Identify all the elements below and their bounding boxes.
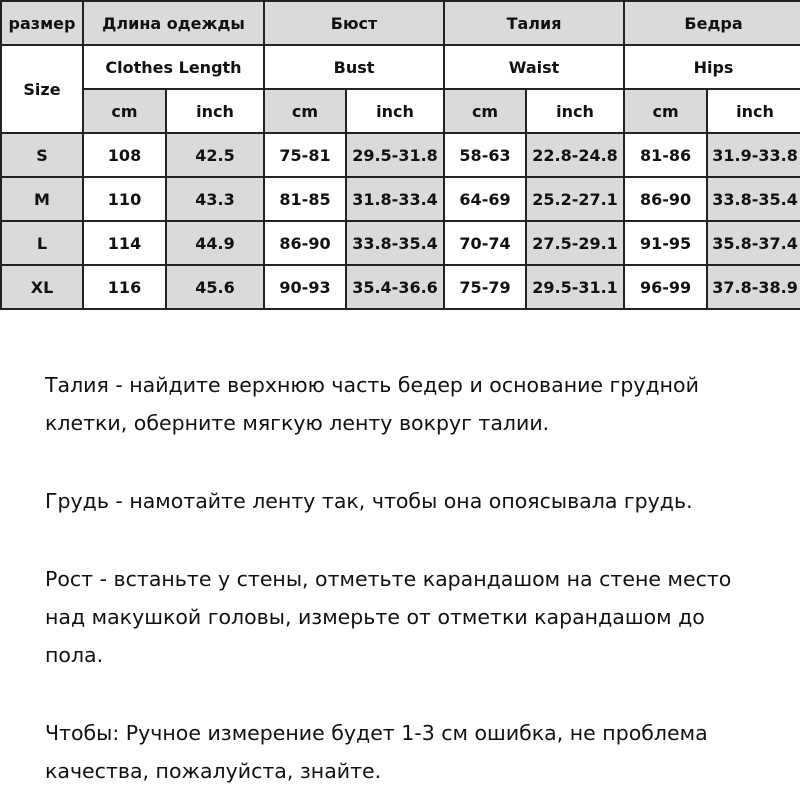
value-cell: 25.2-27.1 xyxy=(526,177,624,221)
header-size-ru: размер xyxy=(1,1,83,45)
value-cell: 110 xyxy=(83,177,166,221)
header-size-en: Size xyxy=(1,45,83,133)
value-cell: 58-63 xyxy=(444,133,526,177)
value-cell: 35.8-37.4 xyxy=(707,221,800,265)
value-cell: 22.8-24.8 xyxy=(526,133,624,177)
note-paragraph xyxy=(45,714,800,790)
measurement-notes xyxy=(45,366,800,790)
value-cell: 86-90 xyxy=(264,221,346,265)
value-cell: 75-81 xyxy=(264,133,346,177)
value-cell: 81-86 xyxy=(624,133,707,177)
header-hips-en: Hips xyxy=(624,45,800,89)
value-cell: 114 xyxy=(83,221,166,265)
header-waist-en: Waist xyxy=(444,45,624,89)
value-cell: 29.5-31.8 xyxy=(346,133,444,177)
unit-cell: inch xyxy=(526,89,624,133)
header-bust-en: Bust xyxy=(264,45,444,89)
note-line: пола. xyxy=(45,643,104,667)
unit-cell: inch xyxy=(166,89,264,133)
value-cell: 75-79 xyxy=(444,265,526,309)
size-cell: S xyxy=(1,133,83,177)
header-ru-row xyxy=(1,1,800,45)
value-cell: 27.5-29.1 xyxy=(526,221,624,265)
note-line: Грудь - намотайте ленту так, чтобы она опоясывала грудь. xyxy=(45,489,693,513)
table-row xyxy=(1,177,800,221)
value-cell: 43.3 xyxy=(166,177,264,221)
value-cell: 42.5 xyxy=(166,133,264,177)
value-cell: 64-69 xyxy=(444,177,526,221)
note-line: над макушкой головы, измерьте от отметки карандашом до xyxy=(45,605,705,629)
value-cell: 33.8-35.4 xyxy=(707,177,800,221)
value-cell: 37.8-38.9 xyxy=(707,265,800,309)
unit-cell: cm xyxy=(83,89,166,133)
unit-cell: cm xyxy=(624,89,707,133)
note-line: Чтобы: Ручное измерение будет 1-3 см ошибка, не проблема xyxy=(45,721,708,745)
value-cell: 31.8-33.4 xyxy=(346,177,444,221)
value-cell: 45.6 xyxy=(166,265,264,309)
note-line: Рост - встаньте у стены, отметьте карандашом на стене место xyxy=(45,567,732,591)
header-waist-ru: Талия xyxy=(444,1,624,45)
value-cell: 96-99 xyxy=(624,265,707,309)
note-paragraph xyxy=(45,482,800,520)
size-chart-table xyxy=(0,0,800,310)
unit-cell: inch xyxy=(707,89,800,133)
value-cell: 86-90 xyxy=(624,177,707,221)
value-cell: 33.8-35.4 xyxy=(346,221,444,265)
value-cell: 116 xyxy=(83,265,166,309)
size-cell: XL xyxy=(1,265,83,309)
header-length-ru: Длина одежды xyxy=(83,1,264,45)
value-cell: 29.5-31.1 xyxy=(526,265,624,309)
note-paragraph xyxy=(45,560,800,674)
size-cell: L xyxy=(1,221,83,265)
value-cell: 81-85 xyxy=(264,177,346,221)
value-cell: 44.9 xyxy=(166,221,264,265)
unit-cell: cm xyxy=(444,89,526,133)
table-row xyxy=(1,221,800,265)
value-cell: 31.9-33.8 xyxy=(707,133,800,177)
value-cell: 91-95 xyxy=(624,221,707,265)
table-row xyxy=(1,133,800,177)
unit-cell: cm xyxy=(264,89,346,133)
note-paragraph xyxy=(45,366,800,442)
value-cell: 108 xyxy=(83,133,166,177)
value-cell: 70-74 xyxy=(444,221,526,265)
unit-cell: inch xyxy=(346,89,444,133)
note-line: Талия - найдите верхнюю часть бедер и основание грудной xyxy=(45,373,699,397)
units-row xyxy=(1,89,800,133)
value-cell: 35.4-36.6 xyxy=(346,265,444,309)
header-length-en: Clothes Length xyxy=(83,45,264,89)
size-cell: M xyxy=(1,177,83,221)
header-hips-ru: Бедра xyxy=(624,1,800,45)
value-cell: 90-93 xyxy=(264,265,346,309)
table-row xyxy=(1,265,800,309)
note-line: качества, пожалуйста, знайте. xyxy=(45,759,382,783)
header-en-row xyxy=(1,45,800,89)
note-line: клетки, оберните мягкую ленту вокруг талии. xyxy=(45,411,550,435)
header-bust-ru: Бюст xyxy=(264,1,444,45)
